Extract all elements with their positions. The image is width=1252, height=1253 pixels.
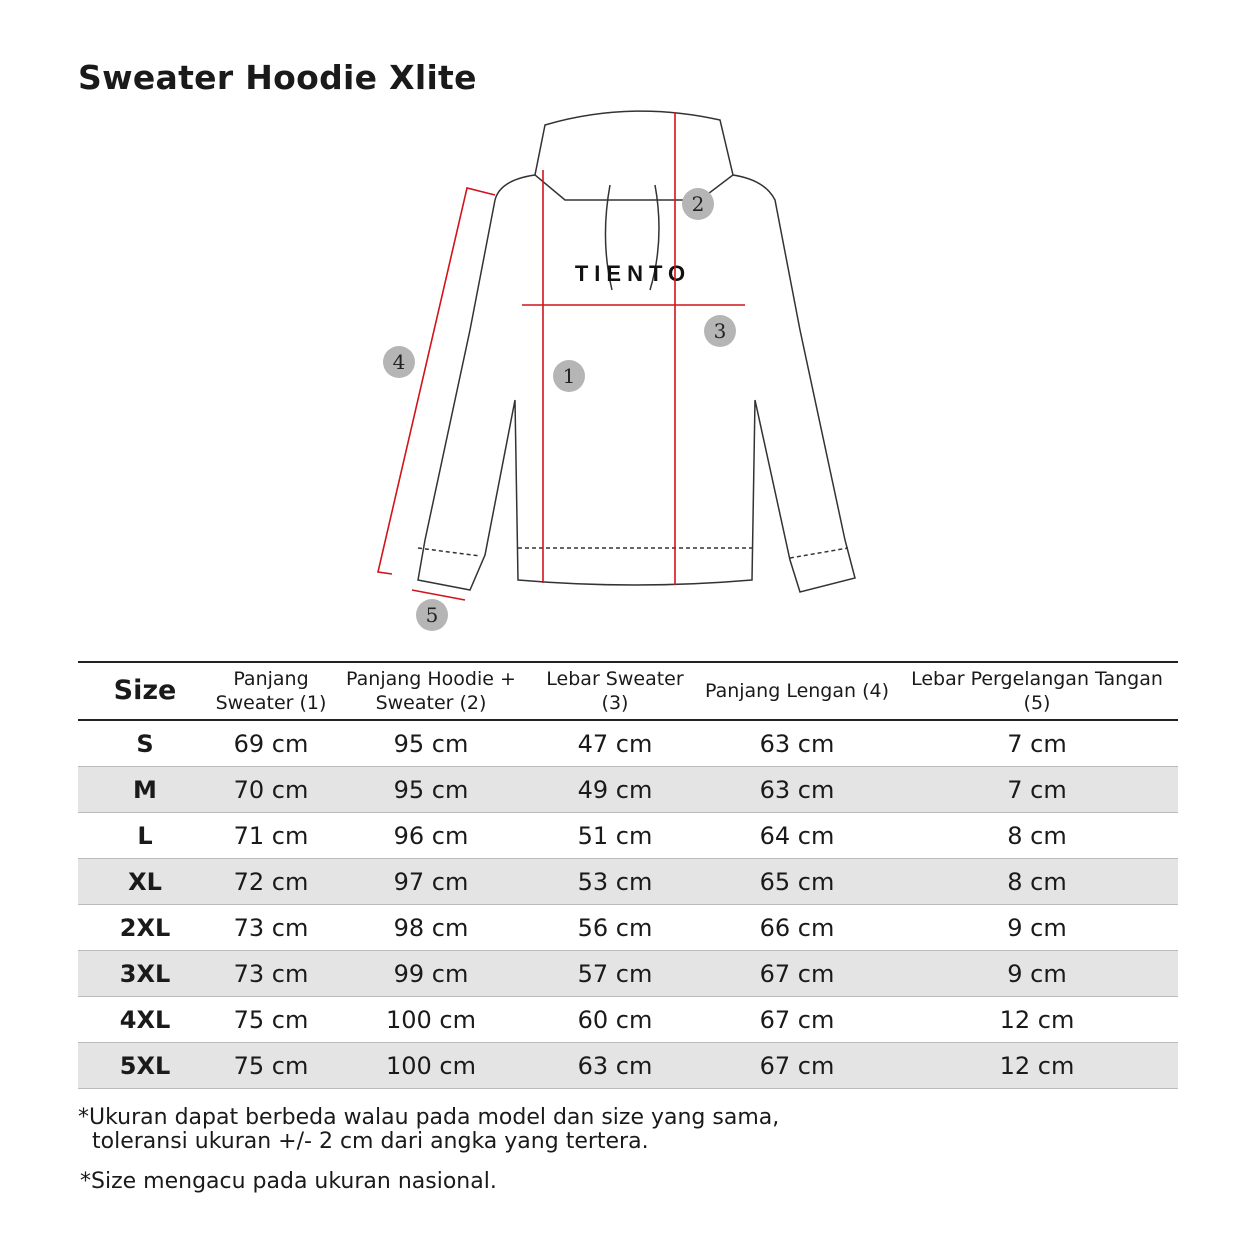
value-cell: 66 cm: [698, 905, 896, 951]
value-cell: 95 cm: [330, 720, 532, 767]
svg-text:2: 2: [691, 192, 705, 216]
table-row: [78, 767, 1178, 813]
header-col: Lebar Sweater (3): [546, 668, 684, 714]
header-col: Panjang Lengan (4): [704, 680, 890, 702]
table-row: [78, 997, 1178, 1043]
note-1: *Ukuran dapat berbeda walau pada model dan size yang sama,: [78, 1105, 780, 1130]
value-cell: 67 cm: [698, 997, 896, 1043]
value-cell: 8 cm: [896, 813, 1178, 859]
size-cell: 2XL: [78, 905, 212, 951]
value-cell: 67 cm: [698, 1043, 896, 1089]
svg-text:1: 1: [562, 364, 576, 388]
value-cell: 100 cm: [330, 997, 532, 1043]
value-cell: 49 cm: [532, 767, 698, 813]
value-cell: 56 cm: [532, 905, 698, 951]
value-cell: 73 cm: [212, 905, 330, 951]
header-col: Panjang Hoodie + Sweater (2): [346, 668, 516, 714]
table-row: [78, 905, 1178, 951]
value-cell: 100 cm: [330, 1043, 532, 1089]
note-3: *Size mengacu pada ukuran nasional.: [80, 1169, 497, 1194]
value-cell: 9 cm: [896, 951, 1178, 997]
value-cell: 7 cm: [896, 767, 1178, 813]
hood-outline: [535, 111, 733, 200]
body-outline: [418, 175, 855, 592]
size-cell: 3XL: [78, 951, 212, 997]
note-2: toleransi ukuran +/- 2 cm dari angka yang tertera.: [92, 1129, 649, 1154]
value-cell: 63 cm: [698, 767, 896, 813]
value-cell: 73 cm: [212, 951, 330, 997]
svg-text:4: 4: [392, 350, 406, 374]
value-cell: 63 cm: [698, 720, 896, 767]
value-cell: 99 cm: [330, 951, 532, 997]
measure-markers: [383, 188, 736, 631]
value-cell: 63 cm: [532, 1043, 698, 1089]
value-cell: 65 cm: [698, 859, 896, 905]
value-cell: 60 cm: [532, 997, 698, 1043]
value-cell: 98 cm: [330, 905, 532, 951]
size-cell: L: [78, 813, 212, 859]
svg-text:3: 3: [713, 319, 727, 343]
value-cell: 75 cm: [212, 997, 330, 1043]
size-cell: S: [78, 720, 212, 767]
value-cell: 72 cm: [212, 859, 330, 905]
brand-logo: TIENTO: [574, 261, 692, 286]
table-row: [78, 813, 1178, 859]
table-row: [78, 1043, 1178, 1089]
value-cell: 64 cm: [698, 813, 896, 859]
value-cell: 12 cm: [896, 1043, 1178, 1089]
size-cell: XL: [78, 859, 212, 905]
header-col: Panjang Sweater (1): [215, 668, 327, 714]
value-cell: 57 cm: [532, 951, 698, 997]
value-cell: 8 cm: [896, 859, 1178, 905]
value-cell: 97 cm: [330, 859, 532, 905]
value-cell: 47 cm: [532, 720, 698, 767]
value-cell: 95 cm: [330, 767, 532, 813]
table-header: [78, 662, 1178, 720]
value-cell: 75 cm: [212, 1043, 330, 1089]
table-row: [78, 720, 1178, 767]
size-cell: 4XL: [78, 997, 212, 1043]
value-cell: 53 cm: [532, 859, 698, 905]
value-cell: 70 cm: [212, 767, 330, 813]
value-cell: 96 cm: [330, 813, 532, 859]
svg-text:5: 5: [425, 603, 439, 627]
value-cell: 12 cm: [896, 997, 1178, 1043]
page-title: Sweater Hoodie Xlite: [78, 58, 477, 97]
table-row: [78, 859, 1178, 905]
value-cell: 7 cm: [896, 720, 1178, 767]
header-size: Size: [113, 675, 177, 706]
value-cell: 67 cm: [698, 951, 896, 997]
value-cell: 51 cm: [532, 813, 698, 859]
value-cell: 71 cm: [212, 813, 330, 859]
header-col: Lebar Pergelangan Tangan (5): [911, 668, 1163, 714]
size-cell: 5XL: [78, 1043, 212, 1089]
value-cell: 69 cm: [212, 720, 330, 767]
size-table: [78, 661, 1178, 1089]
size-cell: M: [78, 767, 212, 813]
table-row: [78, 951, 1178, 997]
hoodie-diagram: [360, 100, 880, 640]
value-cell: 9 cm: [896, 905, 1178, 951]
